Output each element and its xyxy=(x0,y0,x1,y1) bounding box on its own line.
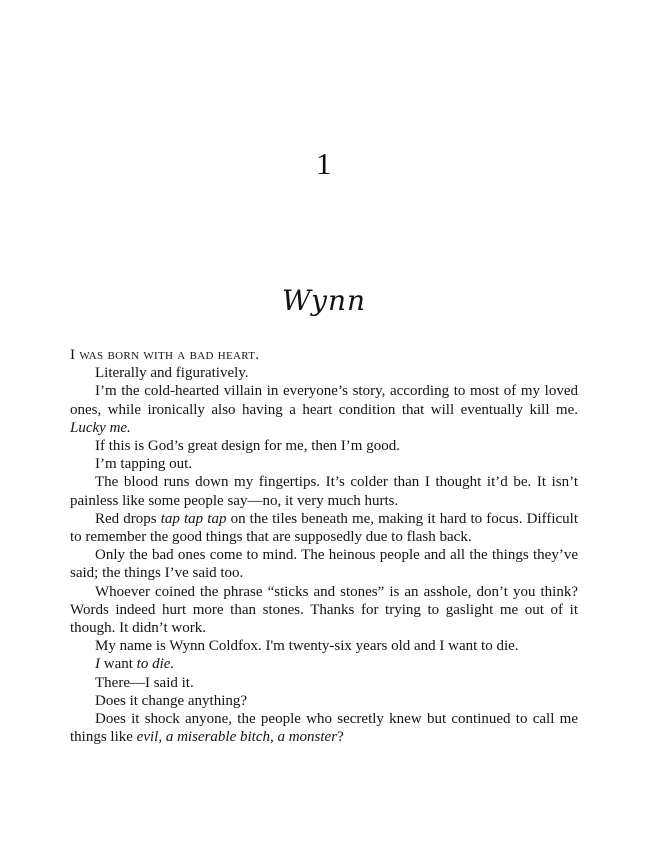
text-segment: Does it shock anyone, the people who secretly knew but continued to call me things like xyxy=(70,711,578,746)
text-segment: Whoever coined the phrase “sticks and stones” is an asshole, don’t you think? Words indeed hurt more than stones. Thanks for trying to gaslight me out of it though. It didn’t work. xyxy=(70,583,578,637)
text-segment: Literally and figuratively. xyxy=(95,365,249,382)
paragraph xyxy=(70,382,578,437)
italic-text-segment: Lucky me. xyxy=(70,419,131,436)
text-segment: The blood runs down my fingertips. It’s colder than I thought it’d be. It isn’t painless like some people say—no, it very much hurts. xyxy=(70,474,578,509)
chapter-number: 1 xyxy=(316,146,332,181)
text-segment: If this is God’s great design for me, then I’m good. xyxy=(95,438,400,455)
paragraph xyxy=(70,364,578,382)
paragraph xyxy=(70,346,578,364)
paragraph xyxy=(70,710,578,746)
text-segment: My name is Wynn Coldfox. I'm twenty-six years old and I want to die. xyxy=(95,638,519,655)
chapter-author-name: Wynn xyxy=(281,284,367,317)
paragraph xyxy=(70,437,578,455)
text-segment: want xyxy=(100,656,137,673)
text-segment: Only the bad ones come to mind. The heinous people and all the things they’ve said; the things I’ve said too. xyxy=(70,547,578,582)
paragraph xyxy=(70,583,578,638)
paragraph xyxy=(70,473,578,509)
paragraph xyxy=(70,546,578,582)
text-segment: I’m the cold-hearted villain in everyone’s story, according to most of my loved ones, while ironically also having a heart condition that will eventually kill me. xyxy=(70,383,578,418)
italic-text-segment: I xyxy=(95,656,100,673)
paragraph xyxy=(70,510,578,546)
text-segment: There—I said it. xyxy=(95,674,194,691)
text-segment: on the tiles beneath me, making it hard to focus. Difficult to remember the good things that are supposedly due to flash back. xyxy=(70,510,578,546)
text-segment: ? xyxy=(337,729,344,746)
paragraph xyxy=(70,674,578,692)
text-segment: Red drops xyxy=(95,510,161,527)
chapter-body-text xyxy=(70,346,578,746)
paragraph xyxy=(70,455,578,473)
text-segment: I was born with a bad heart. xyxy=(70,347,260,363)
italic-text-segment: tap tap tap xyxy=(160,510,227,527)
paragraph xyxy=(70,637,578,655)
italic-text-segment: evil, a miserable bitch, a monster xyxy=(136,729,338,746)
paragraph xyxy=(70,692,578,710)
text-segment: Does it change anything? xyxy=(95,692,248,709)
text-segment: I’m tapping out. xyxy=(95,456,193,473)
italic-text-segment: to die. xyxy=(136,656,175,673)
paragraph xyxy=(70,655,578,673)
